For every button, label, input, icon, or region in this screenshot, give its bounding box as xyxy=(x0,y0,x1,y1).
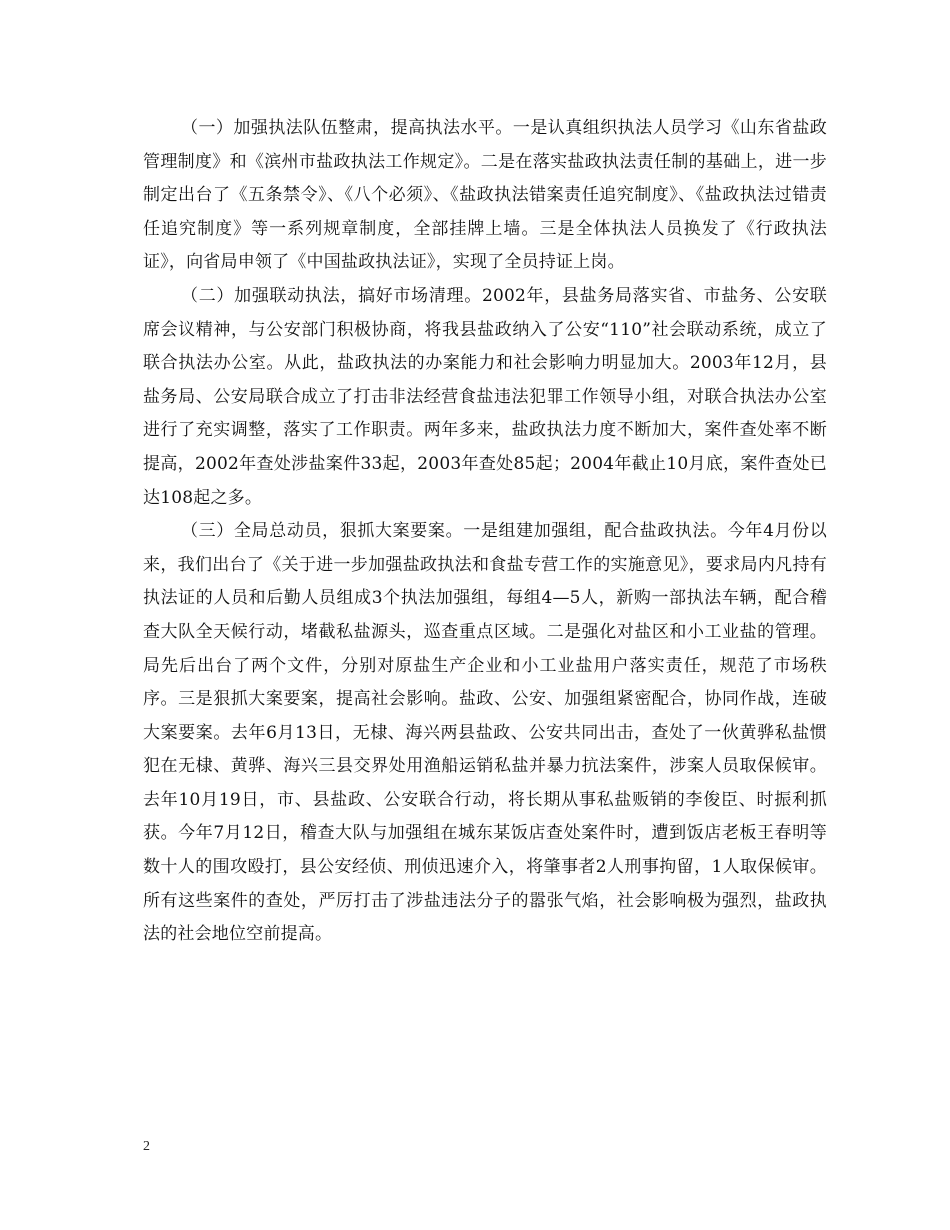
document-body xyxy=(143,112,827,952)
paragraph-1: （一）加强执法队伍整肃，提高执法水平。一是认真组织执法人员学习《山东省盐政管理制度》和《滨州市盐政执法工作规定》。二是在落实盐政执法责任制的基础上，进一步制定出台了《五条禁令》、《八个必须》、《盐政执法错案责任追究制度》、《盐政执法过错责任追究制度》等一系列规章制度，全部挂牌上墙。三是全体执法人员换发了《行政执法证》，向省局申领了《中国盐政执法证》，实现了全员持证上岗。 xyxy=(143,118,827,273)
paragraph-3: （三）全局总动员，狠抓大案要案。一是组建加强组，配合盐政执法。今年4月份以来，我们出台了《关于进一步加强盐政执法和食盐专营工作的实施意见》，要求局内凡持有执法证的人员和后勤人员组成3个执法加强组，每组4—5人，新购一部执法车辆，配合稽查大队全天候行动，堵截私盐源头，巡查重点区域。二是强化对盐区和小工业盐的管理。局先后出台了两个文件，分别对原盐生产企业和小工业盐用户落实责任，规范了市场秩序。三是狠抓大案要案，提高社会影响。盐政、公安、加强组紧密配合，协同作战，连破大案要案。去年6月13日，无棣、海兴两县盐政、公安共同出击，查处了一伙黄骅私盐惯犯在无棣、黄骅、海兴三县交界处用渔船运销私盐并暴力抗法案件，涉案人员取保候审。去年10月19日，市、县盐政、公安联合行动，将长期从事私盐贩销的李俊臣、时振利抓获。今年7月12日，稽查大队与加强组在城东某饭店查处案件时，遭到饭店老板王春明等数十人的围攻殴打，县公安经侦、刑侦迅速介入，将肇事者2人刑事拘留，1人取保候审。所有这些案件的查处，严厉打击了涉盐违法分子的嚣张气焰，社会影响极为强烈，盐政执法的社会地位空前提高。 xyxy=(143,521,827,945)
page-number: 2 xyxy=(143,1139,150,1154)
paragraph-2: （二）加强联动执法，搞好市场清理。2002年，县盐务局落实省、市盐务、公安联席会议精神，与公安部门积极协商，将我县盐政纳入了公安“110”社会联动系统，成立了联合执法办公室。从此，盐政执法的办案能力和社会影响力明显加大。2003年12月，县盐务局、公安局联合成立了打击非法经营食盐违法犯罪工作领导小组，对联合执法办公室进行了充实调整，落实了工作职责。两年多来，盐政执法力度不断加大，案件查处率不断提高，2002年查处涉盐案件33起，2003年查处85起；2004年截止10月底，案件查处已达108起之多。 xyxy=(143,285,828,508)
